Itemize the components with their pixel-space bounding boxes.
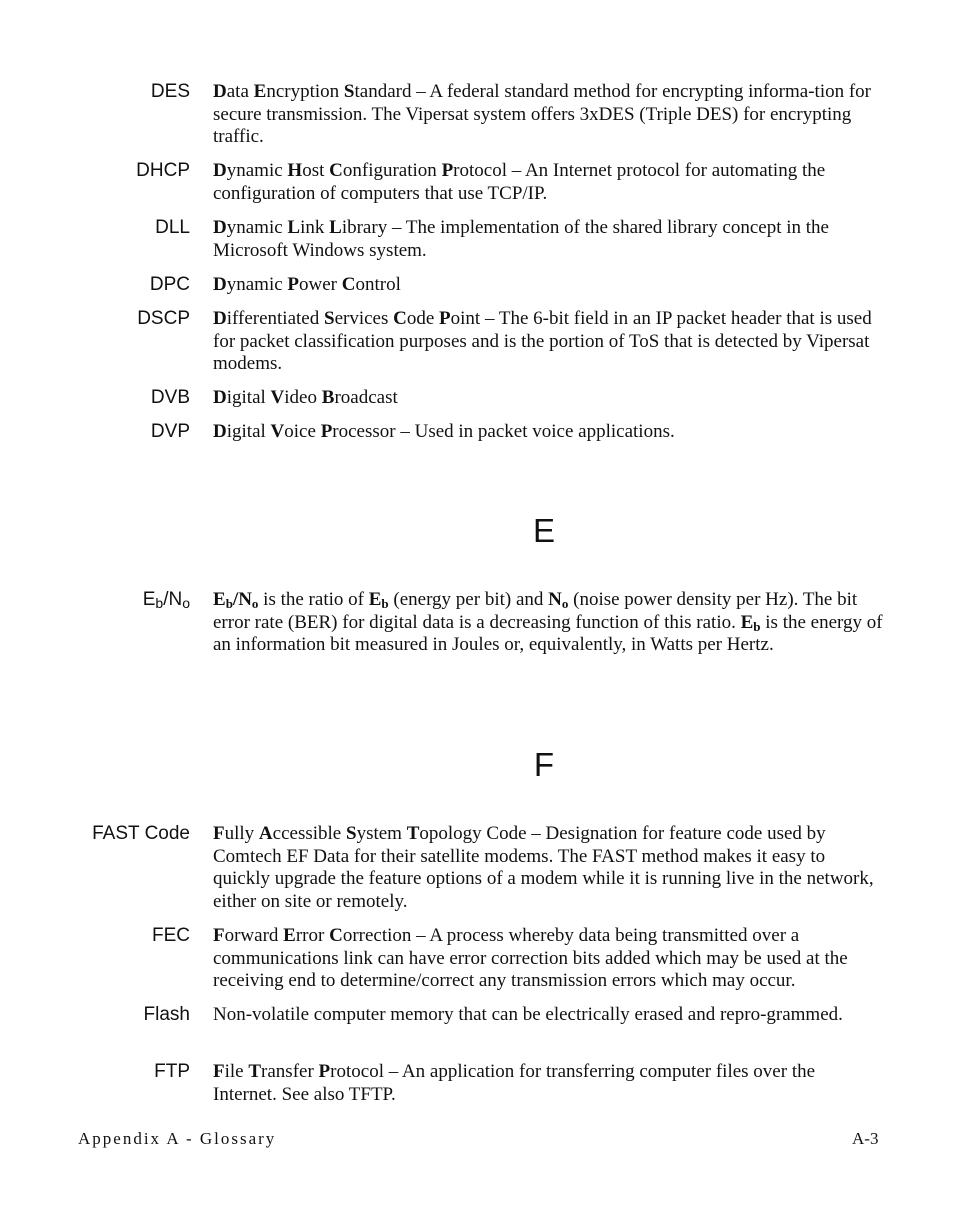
bold-initial: F <box>213 823 225 844</box>
definition-text: ink <box>300 217 330 238</box>
glossary-term: FEC <box>152 925 190 946</box>
bold-initial: P <box>287 274 300 295</box>
definition-text: rotocol – An application for transferring computer files over the Internet. See also TFTP. <box>213 1061 816 1105</box>
glossary-term: DLL <box>155 217 190 238</box>
bold-initial: N <box>548 589 562 610</box>
footer-page-number: A-3 <box>852 1129 879 1148</box>
definition-text: ully <box>224 823 259 844</box>
glossary-term: DVP <box>150 421 190 442</box>
definition-text: ower <box>299 274 342 295</box>
bold-subscript: b <box>753 618 761 634</box>
bold-initial: E <box>740 611 754 633</box>
bold-initial: L <box>287 217 301 238</box>
definition-text: roadcast <box>334 387 398 408</box>
bold-initial: S <box>343 81 355 102</box>
bold-initial: E <box>368 589 382 610</box>
definition-text: opology Code – Designation for feature code used by Comtech EF Data for their satellite modems. The FAST method makes it easy to quickly upgrade the feature options of a modem while it is running live in the network, either on site or remotely. <box>213 823 874 912</box>
bold-subscript: b <box>381 596 389 611</box>
bold-initial: C <box>341 274 356 295</box>
bold-initial: D <box>213 81 227 102</box>
bold-initial: D <box>213 421 227 442</box>
definition-text: rotocol – An Internet protocol for automating the configuration of computers that use TCP/IP. <box>213 160 826 204</box>
term-mid: /N <box>163 589 183 610</box>
definition-text: (noise power density per Hz). The bit error rate (BER) for digital data is a decreasing function of this ratio. <box>213 589 858 633</box>
bold-initial: P <box>318 1061 331 1082</box>
glossary-definition <box>213 308 883 376</box>
glossary-definition <box>213 1061 883 1106</box>
bold-initial: E <box>253 81 267 102</box>
glossary-definition <box>213 217 883 262</box>
definition-text: orward <box>224 925 284 946</box>
bold-initial: T <box>248 1061 262 1082</box>
bold-subscript: o <box>561 596 569 611</box>
bold-initial: V <box>270 421 285 442</box>
definition-text: ynamic <box>226 274 288 295</box>
definition-text: ifferentiated <box>226 308 324 329</box>
glossary-term: DES <box>150 81 190 102</box>
bold-initial: L <box>329 217 342 238</box>
glossary-term <box>143 589 190 611</box>
definition-text: is the energy of an information bit measured in Joules or, equivalently, in Watts per Hertz. <box>213 611 883 656</box>
bold-initial: D <box>213 274 227 295</box>
glossary-definition <box>213 421 883 444</box>
bold-initial: D <box>213 308 227 329</box>
bold-subscript: o <box>251 596 259 611</box>
bold-initial: T <box>406 823 420 844</box>
definition-text: igital <box>226 387 271 408</box>
definition-text: ile <box>224 1061 249 1082</box>
bold-initial: /N <box>232 589 252 610</box>
definition-text: ransfer <box>261 1061 319 1082</box>
bold-initial: E <box>213 589 226 610</box>
definition-text: ode <box>406 308 440 329</box>
definition-text: tandard – A federal standard method for encrypting informa-tion for secure transmission. The Vipersat system offers 3xDES (Triple DES) for encrypting traffic. <box>213 81 872 148</box>
definition-text: ata <box>226 81 254 102</box>
glossary-definition <box>213 387 883 410</box>
bold-initial: D <box>213 217 227 238</box>
glossary-definition <box>213 589 883 657</box>
definition-text: oint – The 6-bit field in an IP packet header that is used for packet classification purposes and is the portion of ToS that is detected by Vipersat modems. <box>213 308 872 375</box>
bold-initial: C <box>393 308 407 329</box>
glossary-definition <box>213 160 883 205</box>
glossary-term: DPC <box>149 274 190 295</box>
glossary-definition <box>213 823 883 913</box>
definition-text: ibrary – The implementation of the shared library concept in the Microsoft Windows system. <box>213 217 829 261</box>
term-subscript: o <box>182 595 190 611</box>
definition-text: ccessible <box>272 823 346 844</box>
definition-text: (energy per bit) and <box>388 589 549 610</box>
term-main: E <box>142 589 156 610</box>
glossary-term: DSCP <box>137 308 190 329</box>
glossary-definition <box>213 1004 883 1027</box>
term-subscript: b <box>155 595 164 611</box>
bold-initial: D <box>213 387 227 408</box>
bold-initial: H <box>287 160 303 181</box>
definition-text: ontrol <box>355 274 401 295</box>
bold-initial: B <box>321 387 335 408</box>
definition-text: ncryption <box>266 81 344 102</box>
definition-text: is the ratio of <box>258 589 369 610</box>
bold-initial: D <box>213 160 227 181</box>
definition-text: Non-volatile computer memory that can be electrically erased and repro-grammed. <box>213 1004 843 1025</box>
glossary-definition <box>213 274 883 297</box>
definition-text: rror <box>295 925 330 946</box>
definition-text: orrection – A process whereby data being transmitted over a communications link can have error correction bits added which may be used at the receiving end to determine/correct any transmission errors which may occur. <box>213 925 848 992</box>
definition-text: ystem <box>356 823 407 844</box>
definition-text: onfiguration <box>342 160 442 181</box>
glossary-term: Flash <box>143 1004 190 1025</box>
bold-initial: P <box>441 160 454 181</box>
glossary-definition <box>213 925 883 993</box>
bold-initial: V <box>270 387 285 408</box>
definition-text: ervices <box>334 308 394 329</box>
bold-initial: F <box>213 1061 225 1082</box>
glossary-term: FAST Code <box>92 823 190 844</box>
definition-text: ost <box>302 160 330 181</box>
bold-initial: A <box>258 823 273 844</box>
bold-initial: P <box>439 308 451 329</box>
bold-initial: S <box>345 823 357 844</box>
glossary-term: FTP <box>154 1061 190 1082</box>
definition-text: rocessor – Used in packet voice applications. <box>332 421 675 442</box>
bold-initial: C <box>329 925 343 946</box>
bold-initial: F <box>213 925 225 946</box>
glossary-term: DHCP <box>136 160 190 181</box>
section-letter-e: E <box>532 512 555 549</box>
bold-initial: C <box>329 160 343 181</box>
glossary-term: DVB <box>150 387 190 408</box>
bold-initial: E <box>283 925 296 946</box>
bold-subscript: b <box>225 596 233 611</box>
definition-text: ynamic <box>226 217 288 238</box>
footer-section-title: Appendix A - Glossary <box>78 1129 277 1148</box>
definition-text: igital <box>226 421 271 442</box>
bold-initial: S <box>323 308 335 329</box>
definition-text: oice <box>284 421 321 442</box>
glossary-definition <box>213 81 883 149</box>
section-letter-f: F <box>533 746 555 783</box>
definition-text: ynamic <box>226 160 288 181</box>
bold-initial: P <box>320 421 333 442</box>
definition-text: ideo <box>284 387 322 408</box>
